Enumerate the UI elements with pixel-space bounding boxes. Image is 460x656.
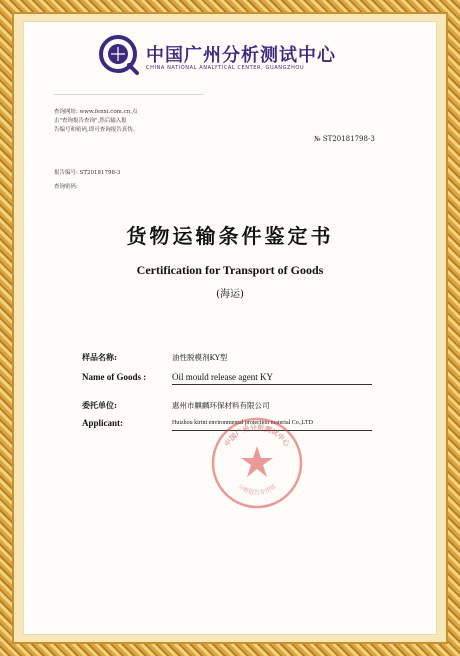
report-number [314, 135, 375, 143]
certificate-paper [24, 22, 436, 634]
applicant-value: Huizhou kirint environmental protection material Co.,LTD [172, 420, 313, 426]
report-code-label: 报告编号: [54, 170, 78, 176]
sample-name-cn-label: 样品名称: [82, 352, 117, 362]
report-code-value: ST20181798-3 [79, 170, 121, 176]
report-code-line [54, 168, 120, 176]
seal-top-text: 中国广州分析测试中心 [223, 423, 291, 448]
org-name-en: CHINA NATIONAL ANALYTICAL CENTER, GUANGZHOU [146, 65, 305, 71]
client-cn-label: 委托单位: [82, 400, 117, 410]
report-number-label: № [314, 135, 321, 143]
seal-star-icon [241, 446, 273, 477]
seal-bottom-text: 分析报告专用章 [236, 483, 278, 497]
certificate-title-en: Certification for Transport of Goods [136, 263, 324, 277]
sample-name-cn-value: 油性脱模剂KY型 [172, 353, 228, 362]
org-logo-icon [98, 34, 140, 76]
query-notice-line: 查询网址: www.fenxi.com.cn,点 [54, 109, 138, 115]
query-password-line [54, 182, 78, 190]
query-notice [54, 108, 214, 135]
name-of-goods-value: Oil mould release agent KY [172, 372, 273, 382]
org-logo-block [98, 34, 368, 82]
certificate-transport-mode: (海运) [216, 289, 244, 300]
report-number-value: ST20181798-3 [322, 135, 375, 143]
client-cn-value: 惠州市麒麟环保材料有限公司 [172, 401, 270, 410]
query-password-label: 查询密码: [54, 184, 78, 190]
query-notice-line: 告编号和密码,即可查询报告真伪。 [54, 127, 139, 133]
official-seal [210, 416, 304, 510]
certificate-title-cn: 货物运输条件鉴定书 [126, 224, 334, 248]
applicant-label: Applicant: [82, 418, 124, 428]
header-divider [54, 94, 204, 95]
org-name-cn: 中国广州分析测试中心 [146, 45, 336, 66]
name-of-goods-underline [172, 384, 372, 385]
query-notice-line: 击"查询报告查询",然后输入报 [54, 118, 127, 124]
name-of-goods-label: Name of Goods : [82, 372, 147, 382]
